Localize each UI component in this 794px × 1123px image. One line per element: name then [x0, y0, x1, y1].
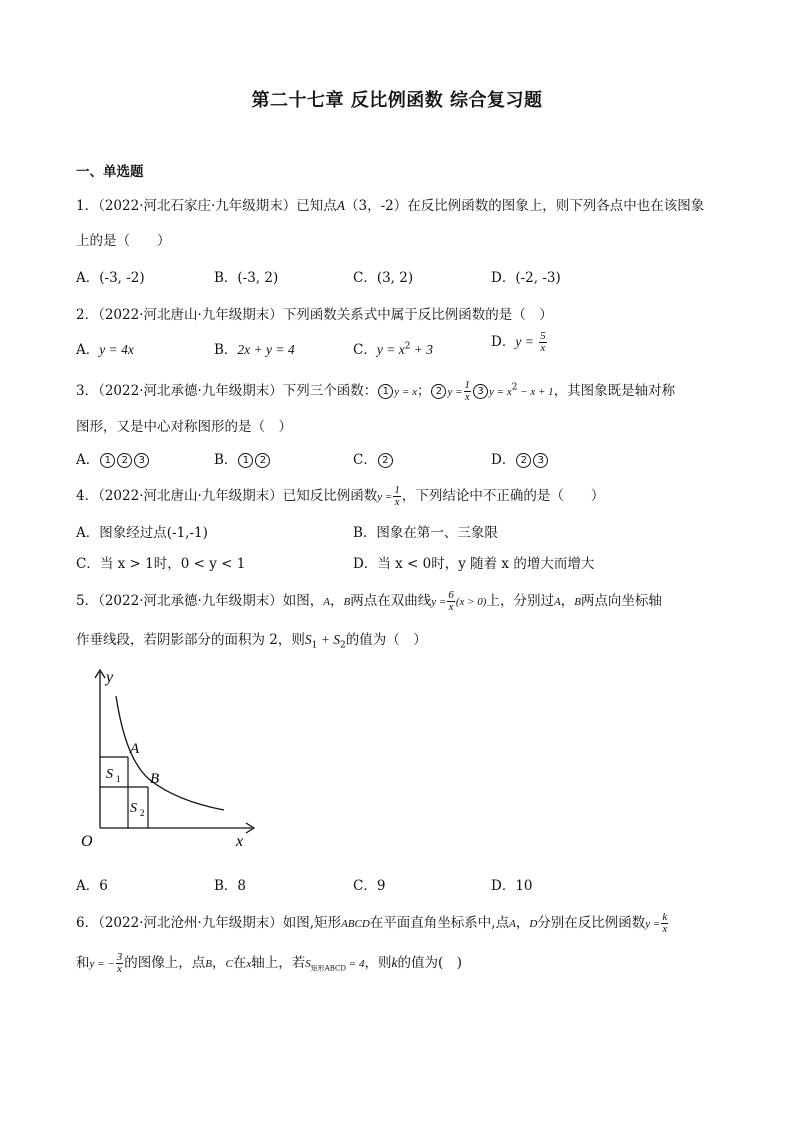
fig-label-x: x — [236, 833, 244, 850]
q2-option-d-expr: y = — [515, 334, 534, 349]
q2-option-b[interactable] — [214, 338, 295, 358]
q4-option-d[interactable]: D．当 x < 0时，y 随着 x 的增大而增大 — [353, 556, 595, 572]
q3-option-a-circle-1: 1 — [100, 453, 115, 468]
q6-post: ，则 — [364, 955, 392, 971]
fig-label-origin: O — [81, 833, 93, 850]
q6-point-a: A — [509, 918, 516, 930]
q2-option-a[interactable] — [76, 338, 134, 358]
q2-option-c[interactable] — [353, 338, 433, 358]
q5-comma: ， — [330, 593, 344, 609]
q6-stem-line2 — [76, 951, 462, 975]
fig-label-s1: S — [106, 767, 113, 782]
q5-denominator: x — [448, 601, 454, 613]
page-title: 第二十七章 反比例函数 综合复习题 — [251, 90, 543, 111]
q1-stem — [76, 194, 704, 214]
q5-point-b: B — [343, 596, 351, 608]
q5-stem-post2: 两点向坐标轴 — [580, 593, 662, 609]
q3-circle-1: 1 — [378, 384, 393, 399]
q3-func-3-pre: y = x — [489, 386, 512, 398]
q6-fraction — [661, 912, 668, 935]
q6-point-d: D — [529, 918, 538, 930]
fig-label-s1-sub: 1 — [116, 774, 121, 784]
q5-option-d[interactable]: D．10 — [491, 878, 533, 894]
fig-label-s2-sub: 2 — [140, 808, 145, 818]
q2-option-d-denominator: x — [540, 342, 546, 354]
q5-fraction — [447, 590, 455, 613]
q1-option-a[interactable]: A．(-3, -2) — [76, 270, 145, 286]
q6-end: 的值为( ) — [397, 955, 462, 971]
q6-fraction2 — [116, 952, 124, 975]
q5-sum-plus: + S — [317, 632, 340, 647]
q2-option-b-label: B． — [214, 342, 238, 358]
q6-line2-mid: 的图像上，点 — [124, 955, 206, 971]
q3-option-d-circle-1: 2 — [516, 453, 531, 468]
q3-func-3-post: − x + 1 — [517, 386, 554, 398]
q6-k: k — [391, 955, 398, 970]
q5-condition: (x > 0) — [455, 596, 487, 608]
q5-point-a2: A — [553, 596, 561, 608]
q2-option-c-exponent: 2 — [404, 341, 411, 352]
q5-option-c[interactable]: C．9 — [353, 878, 386, 894]
q2-option-d-fraction — [539, 331, 547, 354]
q6-numerator2: 3 — [116, 951, 123, 963]
q5-sum-sub1: 1 — [311, 640, 318, 651]
q5-option-b[interactable]: B．8 — [214, 878, 247, 894]
q6-comma2: ， — [211, 955, 226, 971]
q1-point: A — [336, 198, 346, 213]
q3-option-c[interactable] — [353, 448, 394, 468]
q5-stem-post1: 上，分别过 — [486, 593, 554, 609]
q3-circle-3: 3 — [473, 384, 488, 399]
q6-area-eq: = 4 — [346, 958, 365, 970]
q3-func-2-denominator: x — [464, 391, 470, 403]
q5-line2-post: 的值为（ ） — [345, 632, 427, 648]
q6-func-pre: y = — [645, 918, 661, 930]
q4-fraction — [393, 485, 401, 508]
fig-label-a: A — [130, 741, 140, 757]
q6-xaxis: x — [246, 958, 252, 970]
q4-option-c[interactable]: C．当 x > 1时，0 < y < 1 — [76, 556, 246, 572]
q6-point-c: C — [225, 958, 233, 970]
q3-sep: ； — [416, 383, 431, 399]
fig-label-y: y — [106, 669, 114, 686]
q2-option-d-label: D． — [491, 334, 516, 350]
q5-stem-mid: 两点在双曲线 — [350, 593, 432, 609]
q6-line2-pre: 和 — [76, 955, 90, 971]
q4-option-a[interactable]: A．图象经过点(-1,-1) — [76, 525, 208, 541]
q2-stem: 2．（2022·河北唐山·九年级期末）下列函数关系式中属于反比例函数的是（ ） — [76, 307, 553, 323]
q5-sum-s: S — [304, 632, 312, 647]
fig-label-b: B — [150, 771, 160, 787]
q6-stem — [76, 911, 669, 935]
q3-func-1: y = x — [394, 386, 417, 398]
q1-stem-text: 1．（2022·河北石家庄·九年级期末）已知点 — [76, 198, 337, 214]
q6-on: 在 — [232, 955, 247, 971]
q1-option-d[interactable]: D．(-2, -3) — [491, 270, 561, 286]
q2-option-d[interactable] — [491, 330, 548, 354]
q4-option-b[interactable]: B．图象在第一、三象限 — [353, 525, 498, 541]
q2-option-c-expr-post: + 3 — [410, 342, 434, 357]
q3-option-a-circle-3: 3 — [134, 453, 149, 468]
q3-option-c-circle-1: 2 — [378, 453, 393, 468]
q6-abcd: ABCD — [341, 918, 370, 930]
q2-option-a-label: A． — [76, 342, 100, 358]
q6-area-s: S — [305, 958, 311, 970]
q3-stem-pre: 3．（2022·河北承德·九年级期末）下列三个函数： — [76, 383, 378, 399]
q6-axis-post: 轴上，若 — [251, 955, 306, 971]
q4-numerator: 1 — [394, 484, 400, 496]
q6-stem-mid2: 分别在反比例函数 — [537, 915, 646, 931]
q6-stem-pre: 6．（2022·河北沧州·九年级期末）如图,矩形 — [76, 915, 342, 931]
q5-figure — [72, 660, 272, 860]
q3-circle-2: 2 — [431, 384, 446, 399]
q5-stem — [76, 589, 662, 613]
q3-func-2-pre: y = — [447, 386, 463, 398]
q2-option-c-label: C． — [353, 342, 377, 358]
q5-numerator: 6 — [448, 589, 454, 601]
q1-stem-line2: 上的是（ ） — [76, 233, 171, 249]
q1-option-c[interactable]: C．(3, 2) — [353, 270, 414, 286]
q3-option-d-circle-2: 3 — [533, 453, 548, 468]
q4-denominator: x — [394, 496, 400, 508]
q4-stem-pre: 4．（2022·河北唐山·九年级期末）已知反比例函数 — [76, 488, 378, 504]
q2-option-c-expr-pre: y = x — [376, 342, 405, 357]
q6-denominator: x — [662, 923, 668, 935]
q6-area-sub: 矩形ABCD — [310, 964, 347, 973]
fig-label-s2: S — [130, 801, 137, 816]
q3-option-d-label: D． — [491, 452, 516, 468]
q3-func-3-exponent: 2 — [511, 382, 518, 393]
q6-func2-pre: y = − — [89, 958, 115, 970]
q6-denominator2: x — [117, 963, 122, 975]
q5-stem-pre: 5．（2022·河北承德·九年级期末）如图， — [76, 593, 324, 609]
q3-option-a-label: A． — [76, 452, 100, 468]
q6-point-b: B — [205, 958, 212, 970]
q5-point-b2: B — [574, 596, 581, 608]
q4-stem — [76, 484, 604, 508]
q3-option-a-circle-2: 2 — [117, 453, 132, 468]
q6-comma: ， — [515, 915, 530, 931]
q3-option-d[interactable] — [491, 448, 549, 468]
q3-option-a[interactable] — [76, 448, 150, 468]
q6-stem-mid1: 在平面直角坐标系中,点 — [369, 915, 510, 931]
q2-option-a-expr: y = 4x — [99, 342, 134, 357]
section-heading: 一、单选题 — [76, 164, 144, 180]
q2-option-b-expr: 2x + y = 4 — [237, 342, 295, 357]
q5-stem-line2 — [76, 628, 427, 651]
q5-func-pre: y = — [431, 596, 447, 608]
q4-func-pre: y = — [377, 491, 393, 503]
q3-option-b-label: B． — [214, 452, 238, 468]
q3-stem-line2: 图形，又是中心对称图形的是（ ） — [76, 419, 292, 435]
q5-option-a[interactable]: A．6 — [76, 878, 108, 894]
q3-func-2-fraction — [464, 380, 472, 403]
q5-sum-sub2: 2 — [340, 640, 346, 651]
q3-option-c-label: C． — [353, 452, 377, 468]
q2-option-d-numerator: 5 — [540, 330, 546, 342]
q1-coords: （3，-2）在反比例函数的图象上，则下列各点中也在该图象 — [345, 198, 705, 214]
q5-line2-pre: 作垂线段，若阴影部分的面积为 2，则 — [76, 632, 305, 648]
q3-func-2-numerator: 1 — [464, 379, 471, 391]
q1-option-b[interactable]: B．(-3, 2) — [214, 270, 279, 286]
q3-stem — [76, 379, 675, 403]
q6-numerator: k — [662, 911, 668, 923]
q3-option-b-circle-2: 2 — [255, 453, 270, 468]
q5-point-a: A — [323, 596, 331, 608]
q3-option-b[interactable] — [214, 448, 271, 468]
q4-stem-post: ，下列结论中不正确的是（ ） — [401, 488, 605, 504]
q3-stem-post: ，其图象既是轴对称 — [553, 383, 676, 399]
q5-comma2: ， — [560, 593, 575, 609]
q3-option-b-circle-1: 1 — [238, 453, 253, 468]
